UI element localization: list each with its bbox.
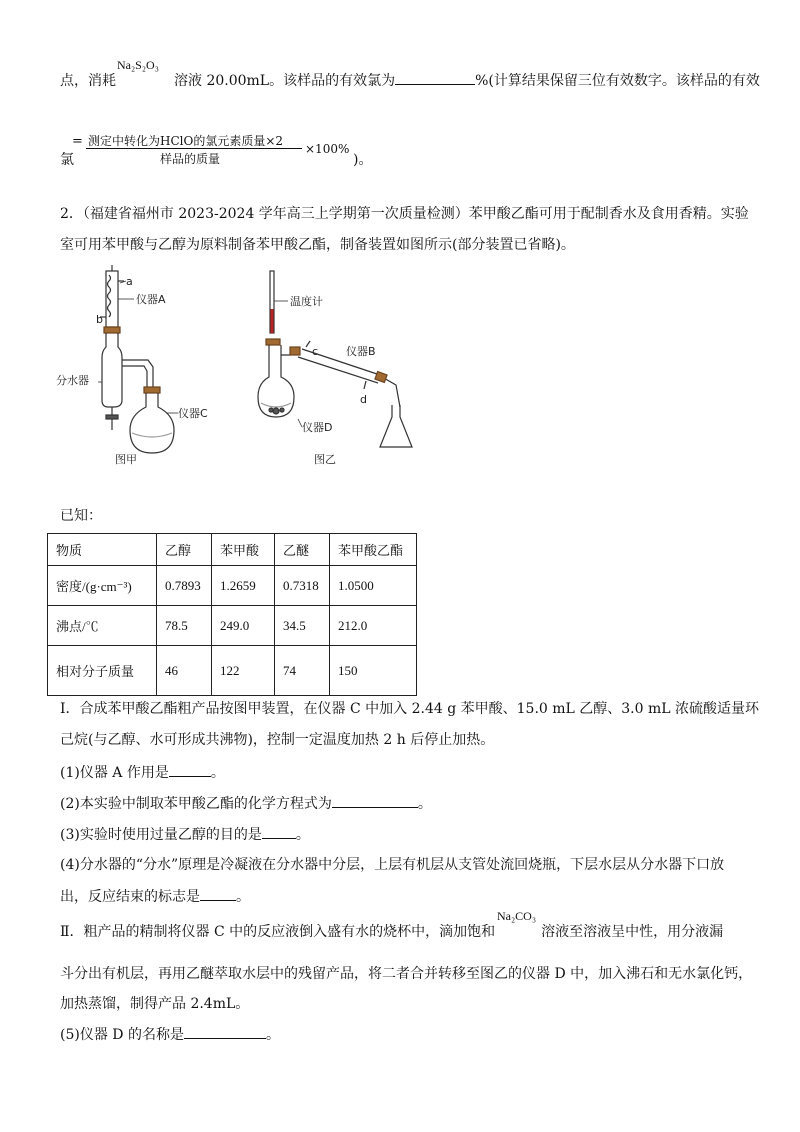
table-cell: 249.0 [212,606,275,646]
q2-intro-2: 室可用苯甲酸与乙醇为原料制备苯甲酸乙酯，制备装置如图所示(部分装置已省略)。 [60,237,575,253]
formula-denominator: 样品的质量 [160,152,221,166]
label-b: b [96,313,103,326]
label-separator: 分水器 [56,374,89,387]
label-thermometer: 温度计 [290,295,323,308]
text: (2)本实验中制取苯甲酸乙酯的化学方程式为 [60,796,332,812]
part1-line-2: 己烷(与乙醇、水可形成共沸物)，控制一定温度加热 2 h 后停止加热。 [60,732,495,748]
table-header: 乙醚 [275,534,330,566]
question-5 [60,1024,280,1045]
text: 氯 [60,152,74,168]
part2-line-3: 加热蒸馏，制得产品 2.4mL。 [60,996,250,1012]
label-instrument-b: 仪器B [346,345,376,358]
answer-blank[interactable] [395,70,475,85]
question-4-line-1: (4)分水器的“分水”原理是冷凝液在分水器中分层，上层有机层从支管处流回烧瓶，下层水层从分水器下口放 [60,857,725,873]
text: (1)仪器 A 作用是 [60,765,169,781]
stopper [104,327,120,333]
table-cell: 1.2659 [212,566,275,606]
table-cell: 150 [330,646,417,696]
condenser-a [106,271,118,327]
text: 。 [210,765,225,781]
flask-c [130,393,174,453]
label-c: c [312,345,319,358]
label-instrument-c: 仪器C [178,407,208,420]
table-cell: 212.0 [330,606,417,646]
part2-line-2: 斗分出有机层，再用乙醚萃取水层中的残留产品，将二者合并转移至图乙的仪器 D 中，加入沸石和无水氯化钙， [60,966,753,982]
answer-line-2-tail: )。 [353,152,373,168]
text: 。 [236,889,250,905]
text: 。 [265,1027,280,1043]
answer-blank[interactable] [332,793,418,808]
table-header: 乙醇 [157,534,212,566]
table-row [48,646,417,696]
table-row [48,606,417,646]
answer-line-1 [60,70,760,91]
label-a: a [126,275,133,288]
text: 出，反应结束的标志是 [60,889,200,905]
apparatus-figure [40,265,440,470]
question-4-line-2 [60,886,250,907]
text: 。 [295,827,310,843]
known-label: 已知： [60,508,102,524]
question-1 [60,762,225,783]
text: Ⅱ．粗产品的精制将仪器 C 中的反应液倒入盛有水的烧杯中，滴加饱和 [60,924,496,940]
q2-intro-1: 2．（福建省福州市 2023-2024 学年高三上学期第一次质量检测）苯甲酸乙酯可用于配制香水及食用香精。实验 [60,206,749,222]
text: %(计算结果保留三位有效数字。该样品的有效 [475,73,760,89]
formula-equals: = [72,134,83,149]
table-header: 苯甲酸 [212,534,275,566]
flask-d [258,345,294,417]
table-header-row [48,534,417,566]
table-cell: 46 [157,646,212,696]
label-d: d [360,393,367,406]
formula-numerator: 测定中转化为HClO的氯元素质量×2 [88,134,284,148]
answer-blank[interactable] [169,762,211,777]
table-cell: 34.5 [275,606,330,646]
table-cell: 0.7318 [275,566,330,606]
question-3 [60,824,310,845]
table-cell: 密度/(g·cm⁻³) [48,566,157,606]
question-2 [60,793,432,814]
table-cell: 74 [275,646,330,696]
fraction-bar [86,148,302,149]
chem-formula-na2s2o3: Na₂S₂O₃ [117,58,159,72]
answer-blank[interactable] [262,824,296,839]
table-cell: 相对分子质量 [48,646,157,696]
label-instrument-a: 仪器A [136,293,166,306]
text: (3)实验时使用过量乙醇的目的是 [60,827,262,843]
properties-table [47,533,417,696]
table-cell: 1.0500 [330,566,417,606]
formula-tail: ×100% [305,142,350,156]
text: 溶液 20.00mL。该样品的有效氯为 [174,73,396,89]
table-row [48,566,417,606]
text: (5)仪器 D 的名称是 [60,1027,184,1043]
text: 。 [417,796,432,812]
table-header: 苯甲酸乙酯 [330,534,417,566]
text: 点，消耗 [60,73,116,89]
text: 溶液至溶液呈中性，用分液漏 [541,924,724,940]
caption-yi: 图乙 [314,453,336,466]
figure-yi [258,271,412,447]
separator-body [102,333,122,407]
erlenmeyer-flask [380,405,412,447]
table-cell: 78.5 [157,606,212,646]
label-instrument-d: 仪器D [302,421,333,434]
table-cell: 沸点/℃ [48,606,157,646]
answer-line-2 [60,150,74,170]
table-cell: 0.7893 [157,566,212,606]
caption-jia: 图甲 [115,453,137,466]
table-cell: 122 [212,646,275,696]
answer-blank[interactable] [200,886,236,901]
table-header: 物质 [48,534,157,566]
part1-line-1: Ⅰ．合成苯甲酸乙酯粗产品按图甲装置，在仪器 C 中加入 2.44 g 苯甲酸、15.0 mL 乙醇、3.0 mL 浓硫酸适量环 [60,701,760,717]
answer-blank[interactable] [184,1024,266,1039]
part2-line-1 [60,922,723,942]
chem-formula-na2co3: Na₂CO₃ [497,909,537,923]
